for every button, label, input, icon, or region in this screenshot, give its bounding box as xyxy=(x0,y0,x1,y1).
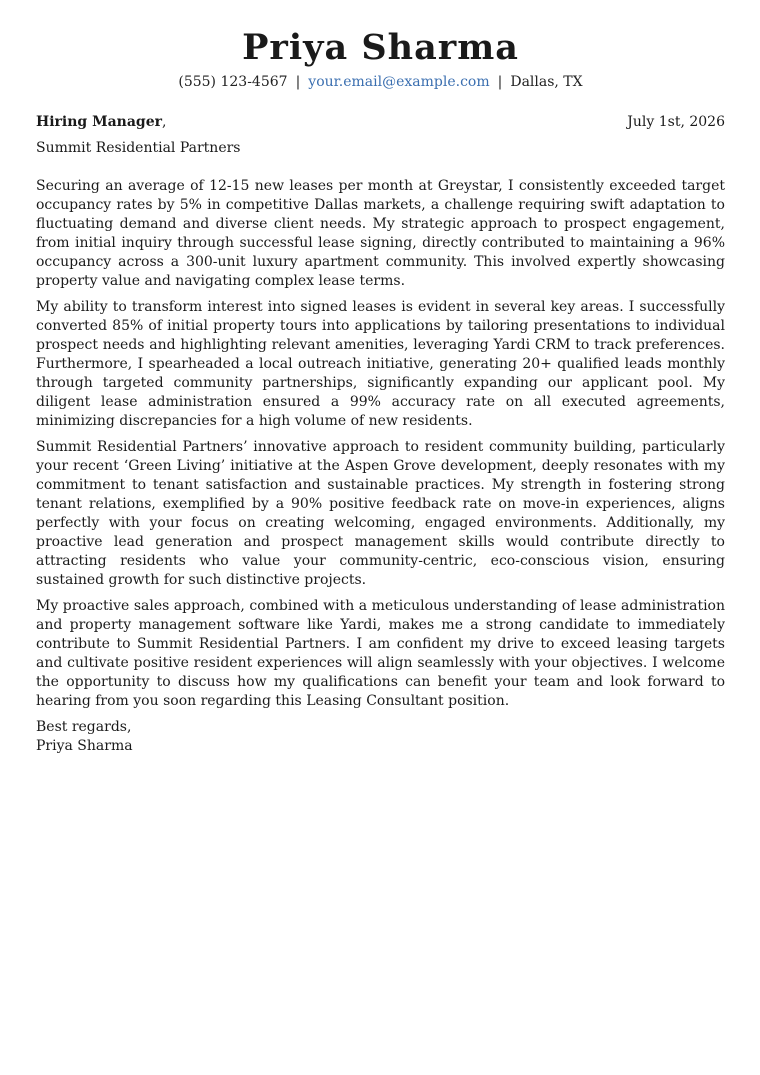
closing-salutation: Best regards, xyxy=(36,719,132,735)
letter-closing xyxy=(36,718,725,756)
applicant-name: Priya Sharma xyxy=(242,27,519,68)
recipient-line xyxy=(36,112,166,132)
body-paragraph: Securing an average of 12-15 new leases per month at Greystar, I consistently exceeded target occupancy rates by 5% in competitive Dallas markets, a challenge requiring swift adaptation to fluctuating demand and diverse client needs. My strategic approach to prospect engagement, from initial inquiry through successful lease signing, directly contributed to maintaining a 96% occupancy across a 300-unit luxury apartment community. This involved expertly showcasing property value and navigating complex lease terms. xyxy=(36,178,725,289)
letter-date: July 1st, 2026 xyxy=(627,114,725,130)
body-paragraph: Summit Residential Partners’ innovative approach to resident community building, particularly your recent ‘Green Living’ initiative at the Aspen Grove development, deeply resonates with my commitment to tenant satisfaction and sustainable practices. My strength in fostering strong tenant relations, exemplified by a 90% positive feedback rate on move-in experiences, aligns perfectly with your focus on creating welcoming, engaged environments. Additionally, my proactive lead generation and prospect management skills would contribute directly to attracting residents who value your community-centric, eco-conscious vision, ensuring sustained growth for such distinctive projects. xyxy=(36,439,725,588)
cover-letter xyxy=(36,28,725,756)
recipient-name-suffix: , xyxy=(161,114,167,130)
contact-line xyxy=(36,72,725,92)
recipient-company: Summit Residential Partners xyxy=(36,140,241,156)
phone-number: (555) 123-4567 xyxy=(178,74,288,90)
location: Dallas, TX xyxy=(510,74,583,90)
body-paragraph: My ability to transform interest into signed leases is evident in several key areas. I successfully converted 85% of initial property tours into applications by tailoring presentations to individual prospect needs and highlighting relevant amenities, leveraging Yardi CRM to track preferences. Furthermore, I spearheaded a local outreach initiative, generating 20+ qualified leads monthly through targeted community partnerships, significantly expanding our applicant pool. My diligent lease administration ensured a 99% accuracy rate on all executed agreements, minimizing discrepancies for a high volume of new residents. xyxy=(36,299,725,429)
body-paragraph: My proactive sales approach, combined with a meticulous understanding of lease administration and property management software like Yardi, makes me a strong candidate to immediately contribute to Summit Residential Partners. I am confident my drive to exceed leasing targets and cultivate positive resident experiences will align seamlessly with your objectives. I welcome the opportunity to discuss how my qualifications can benefit your team and look forward to hearing from you soon regarding this Leasing Consultant position. xyxy=(36,598,725,709)
recipient-date-row xyxy=(36,112,725,132)
contact-separator: | xyxy=(295,74,301,90)
recipient-name: Hiring Manager xyxy=(36,114,162,130)
letter-body xyxy=(36,177,725,711)
email-link[interactable]: your.email@example.com xyxy=(308,74,490,90)
signature-name: Priya Sharma xyxy=(36,738,133,754)
contact-separator: | xyxy=(497,74,503,90)
letter-header xyxy=(36,28,725,92)
